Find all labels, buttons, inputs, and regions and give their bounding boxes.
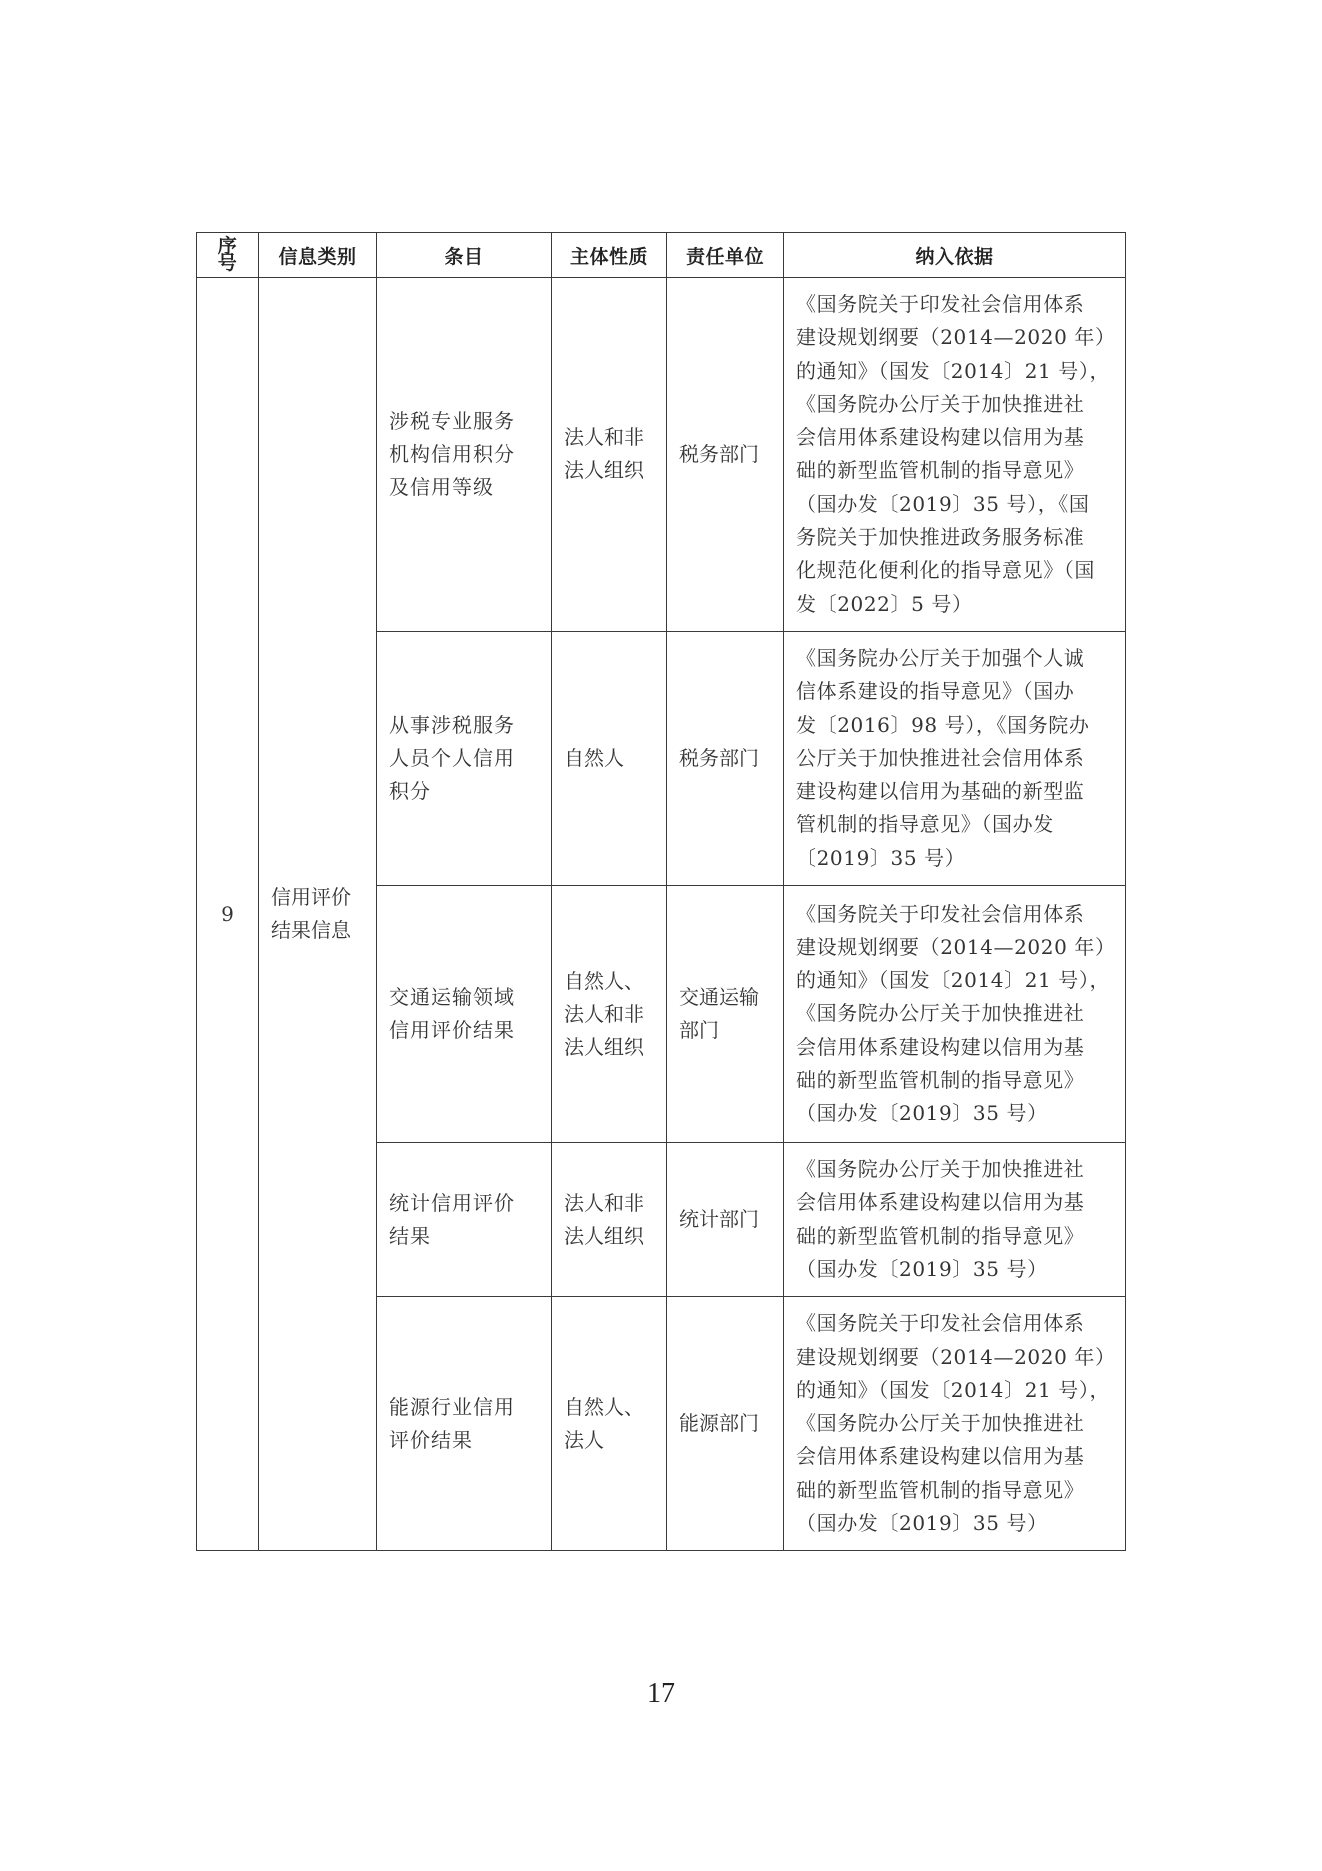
dept-cell (667, 278, 784, 632)
basis-line: 会信用体系建设构建以信用为基 (796, 425, 1085, 450)
basis-line: 《国务院关于印发社会信用体系 (796, 1311, 1085, 1336)
basis-cell (784, 1297, 1126, 1551)
dept-line: 部门 (679, 1018, 719, 1043)
basis-line: （国办发〔2019〕35 号） (796, 1101, 1048, 1126)
basis-line: （国办发〔2019〕35 号），《国 (796, 491, 1090, 516)
basis-line: 建设规划纲要（2014—2020 年） (796, 1344, 1116, 1369)
dept-cell (667, 631, 784, 885)
basis-line: 会信用体系建设构建以信用为基 (796, 1190, 1085, 1215)
basis-cell (784, 278, 1126, 632)
basis-cell (784, 886, 1126, 1143)
header-item: 条目 (377, 233, 552, 278)
basis-line: 建设构建以信用为基础的新型监 (796, 779, 1085, 804)
seq-cell: 9 (197, 278, 259, 1551)
item-cell (377, 278, 552, 632)
basis-line: 公厅关于加快推进社会信用体系 (796, 745, 1085, 770)
basis-line: 会信用体系建设构建以信用为基 (796, 1034, 1085, 1059)
item-line: 统计信用评价 (389, 1190, 515, 1215)
basis-line: （国办发〔2019〕35 号） (796, 1511, 1048, 1536)
credit-info-table (196, 232, 1126, 1551)
basis-line: 信体系建设的指导意见》（国办 (796, 679, 1075, 704)
item-line: 评价结果 (389, 1427, 473, 1452)
item-cell (377, 1143, 552, 1297)
item-cell (377, 886, 552, 1143)
subject-line: 法人组织 (564, 458, 644, 483)
basis-line: 础的新型监管机制的指导意见》 (796, 1477, 1085, 1502)
basis-cell (784, 631, 1126, 885)
dept-cell (667, 1143, 784, 1297)
table-header-row (197, 233, 1126, 278)
table-row (197, 278, 1126, 632)
dept-line: 能源部门 (679, 1411, 759, 1436)
subject-line: 法人和非 (564, 1190, 644, 1215)
item-line: 涉税专业服务 (389, 408, 515, 433)
item-cell (377, 631, 552, 885)
basis-line: （国办发〔2019〕35 号） (796, 1256, 1048, 1281)
basis-cell (784, 1143, 1126, 1297)
subject-line: 法人和非 (564, 1001, 644, 1026)
category-line: 信用评价 (271, 885, 351, 910)
basis-line: 《国务院关于印发社会信用体系 (796, 901, 1085, 926)
basis-line: 《国务院办公厅关于加快推进社 (796, 1411, 1085, 1436)
header-seq-line: 序 (217, 235, 238, 257)
page-number: 17 (647, 1678, 675, 1709)
subject-cell (552, 631, 667, 885)
item-line: 结果 (389, 1223, 431, 1248)
basis-line: 化规范化便利化的指导意见》（国 (796, 558, 1095, 583)
dept-line: 交通运输 (679, 985, 759, 1010)
basis-line: 《国务院办公厅关于加强个人诚 (796, 645, 1085, 670)
header-seq (197, 233, 259, 278)
header-subject: 主体性质 (552, 233, 667, 278)
item-line: 及信用等级 (389, 474, 494, 499)
category-line: 结果信息 (271, 918, 351, 943)
basis-line: 础的新型监管机制的指导意见》 (796, 1067, 1085, 1092)
subject-line: 自然人、 (564, 1394, 644, 1419)
item-line: 机构信用积分 (389, 441, 515, 466)
subject-line: 法人和非 (564, 425, 644, 450)
basis-line: 《国务院办公厅关于加快推进社 (796, 1157, 1085, 1182)
basis-line: 的通知》（国发〔2014〕21 号）， (796, 358, 1111, 383)
subject-line: 法人 (564, 1427, 604, 1452)
header-basis: 纳入依据 (784, 233, 1126, 278)
basis-line: 的通知》（国发〔2014〕21 号）， (796, 1377, 1111, 1402)
basis-line: 《国务院办公厅关于加快推进社 (796, 1001, 1085, 1026)
item-line: 能源行业信用 (389, 1394, 515, 1419)
basis-line: 〔2019〕35 号） (796, 845, 966, 870)
item-cell (377, 1297, 552, 1551)
item-line: 从事涉税服务 (389, 713, 515, 737)
basis-line: 建设规划纲要（2014—2020 年） (796, 934, 1116, 959)
subject-cell (552, 278, 667, 632)
subject-line: 自然人 (564, 746, 624, 770)
item-line: 人员个人信用 (389, 746, 515, 770)
dept-cell (667, 1297, 784, 1551)
dept-line: 统计部门 (679, 1207, 759, 1232)
category-cell (259, 278, 377, 1551)
basis-line: 管机制的指导意见》（国办发 (796, 812, 1054, 837)
subject-cell (552, 1297, 667, 1551)
basis-line: 《国务院办公厅关于加快推进社 (796, 391, 1085, 416)
subject-line: 法人组织 (564, 1223, 644, 1248)
basis-line: 《国务院关于印发社会信用体系 (796, 292, 1085, 316)
basis-line: 务院关于加快推进政务服务标准 (796, 525, 1085, 550)
header-category: 信息类别 (259, 233, 377, 278)
basis-line: 础的新型监管机制的指导意见》 (796, 1223, 1085, 1248)
basis-line: 础的新型监管机制的指导意见》 (796, 458, 1085, 483)
basis-line: 发〔2016〕98 号），《国务院办 (796, 712, 1090, 737)
item-line: 交通运输领域 (389, 985, 515, 1010)
dept-cell (667, 886, 784, 1143)
item-line: 信用评价结果 (389, 1018, 515, 1043)
subject-cell (552, 1143, 667, 1297)
subject-line: 自然人、 (564, 968, 644, 993)
basis-line: 会信用体系建设构建以信用为基 (796, 1444, 1085, 1469)
header-dept: 责任单位 (667, 233, 784, 278)
basis-line: 建设规划纲要（2014—2020 年） (796, 325, 1116, 350)
dept-line: 税务部门 (679, 441, 759, 466)
item-line: 积分 (389, 779, 431, 803)
subject-line: 法人组织 (564, 1034, 644, 1059)
dept-line: 税务部门 (679, 746, 759, 770)
subject-cell (552, 886, 667, 1143)
basis-line: 的通知》（国发〔2014〕21 号）， (796, 968, 1111, 993)
basis-line: 发〔2022〕5 号） (796, 591, 973, 616)
header-seq-line: 号 (217, 252, 238, 274)
